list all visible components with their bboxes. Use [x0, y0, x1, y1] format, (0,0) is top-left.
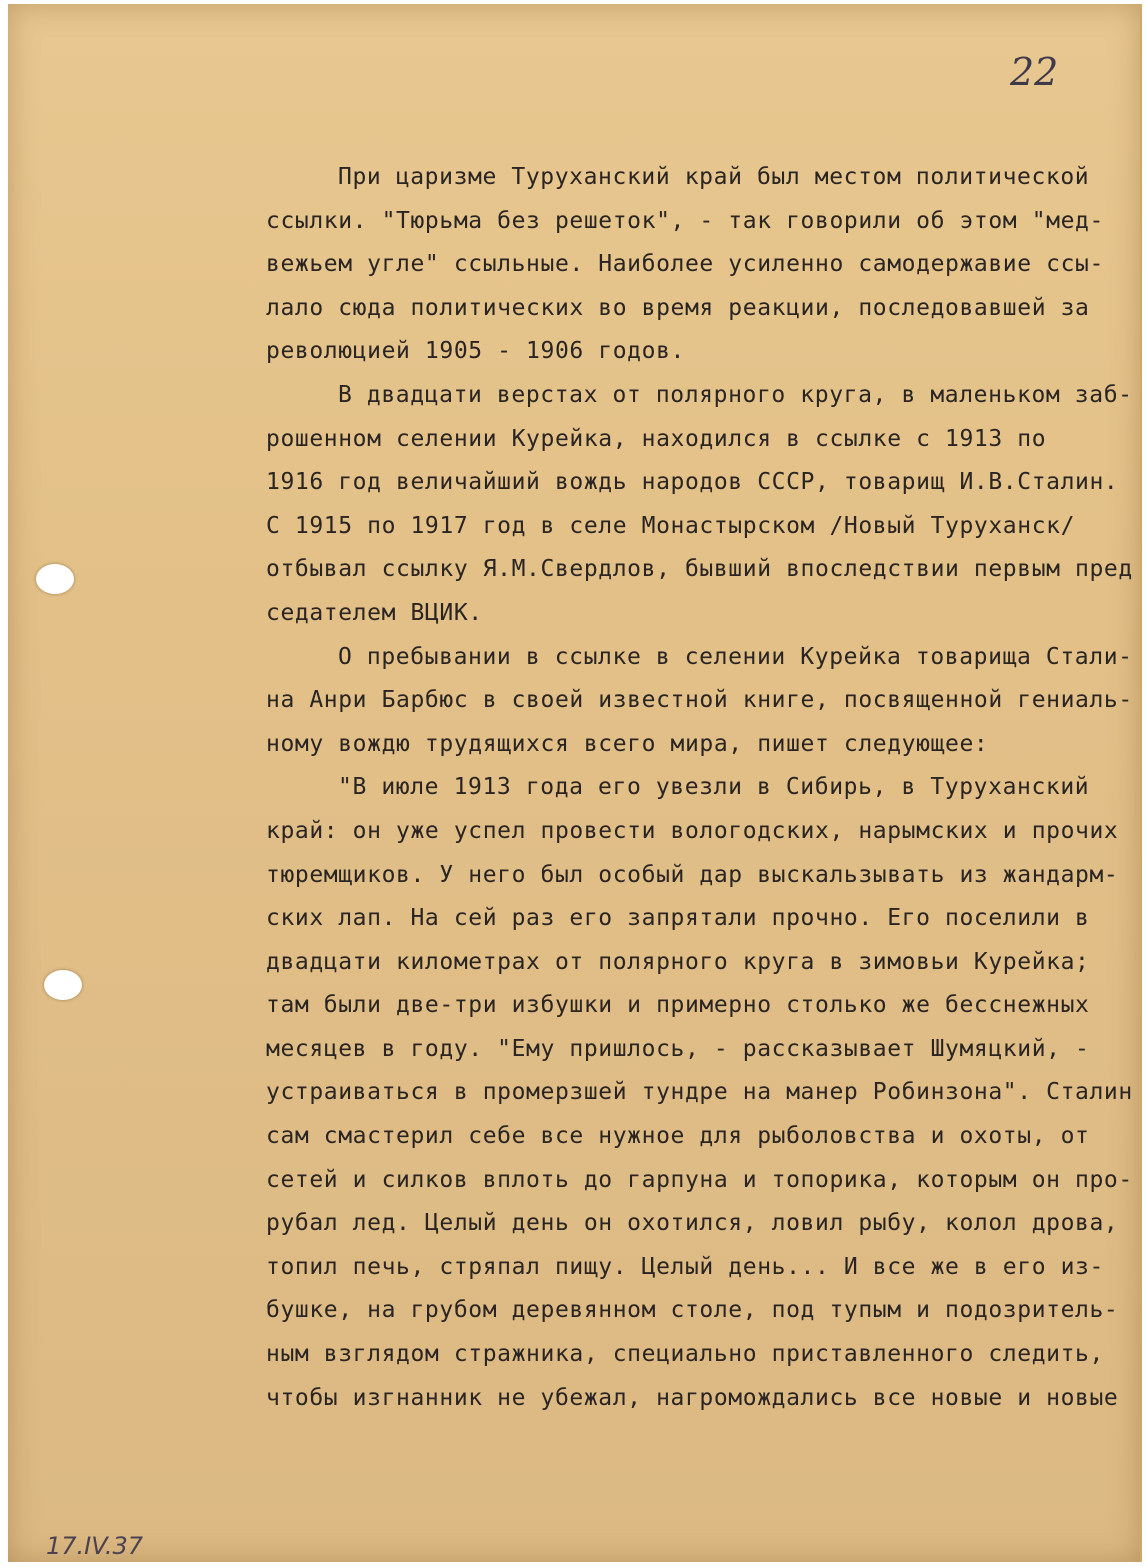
text-line: край: он уже успел провести вологодских, нарымских и прочих	[266, 817, 1119, 844]
text-line: "В июле 1913 года его увезли в Сибирь, в Туруханский	[338, 774, 1090, 801]
text-line: С 1915 по 1917 год в селе Монастырском /Новый Туруханск/	[266, 512, 1076, 539]
text-line: бушке, на грубом деревянном столе, под тупым и подозритель-	[266, 1297, 1119, 1324]
text-line: В двадцати верстах от полярного круга, в маленьком заб-	[338, 381, 1133, 408]
text-line: ссылки. "Тюрьма без решеток", - так говорили об этом "мед-	[266, 207, 1104, 234]
punch-hole-bottom	[44, 970, 82, 1000]
text-line: рошенном селении Курейка, находился в ссылке с 1913 по	[266, 425, 1047, 452]
text-line: топил печь, стряпал пищу. Целый день... И все же в его из-	[266, 1253, 1104, 1280]
text-line: вежьем угле" ссыльные. Наиболее усиленно самодержавие ссы-	[266, 251, 1104, 278]
text-line: ным взглядом стражника, специально приставленного следить,	[266, 1341, 1104, 1368]
text-line: О пребывании в ссылке в селении Курейка товарища Стали-	[338, 643, 1133, 670]
text-line: сетей и силков вплоть до гарпуна и топорика, которым он про-	[266, 1166, 1133, 1193]
text-line: ному вождю трудящихся всего мира, пишет следующее:	[266, 730, 989, 757]
text-line: ских лап. На сей раз его запрятали прочно. Его поселили в	[266, 905, 1090, 932]
page-number: 22	[1010, 50, 1059, 94]
text-line: на Анри Барбюс в своей известной книге, посвященной гениаль-	[266, 687, 1133, 714]
text-line: 1916 год величайший вождь народов СССР, товарищ И.В.Сталин.	[266, 469, 1119, 496]
text-line: чтобы изгнанник не убежал, нагромождались все новые и новые	[266, 1384, 1119, 1411]
text-line: рубал лед. Целый день он охотился, ловил рыбу, колол дрова,	[266, 1210, 1119, 1237]
text-line: седателем ВЦИК.	[266, 599, 483, 626]
text-line: месяцев в году. "Ему пришлось, - рассказывает Шумяцкий, -	[266, 1035, 1090, 1062]
text-line: там были две-три избушки и примерно столько же бесснежных	[266, 992, 1090, 1019]
text-line: тюремщиков. У него был особый дар выскальзывать из жандарм-	[266, 861, 1119, 888]
archive-note: 17.IV.37	[46, 1532, 144, 1560]
punch-hole-top	[36, 564, 74, 594]
text-line: революцией 1905 - 1906 годов.	[266, 338, 685, 365]
text-line: двадцати километрах от полярного круга в зимовьи Курейка;	[266, 948, 1090, 975]
text-line: устраиваться в промерзшей тундре на манер Робинзона". Сталин	[266, 1079, 1133, 1106]
text-line: отбывал ссылку Я.М.Свердлов, бывший впоследствии первым пред	[266, 556, 1133, 583]
text-line: сам смастерил себе все нужное для рыболовства и охоты, от	[266, 1123, 1090, 1150]
text-line: При царизме Туруханский край был местом политической	[338, 164, 1090, 190]
text-line: лало сюда политических во время реакции, последовавшей за	[266, 294, 1090, 321]
typewritten-text	[266, 156, 1133, 1420]
